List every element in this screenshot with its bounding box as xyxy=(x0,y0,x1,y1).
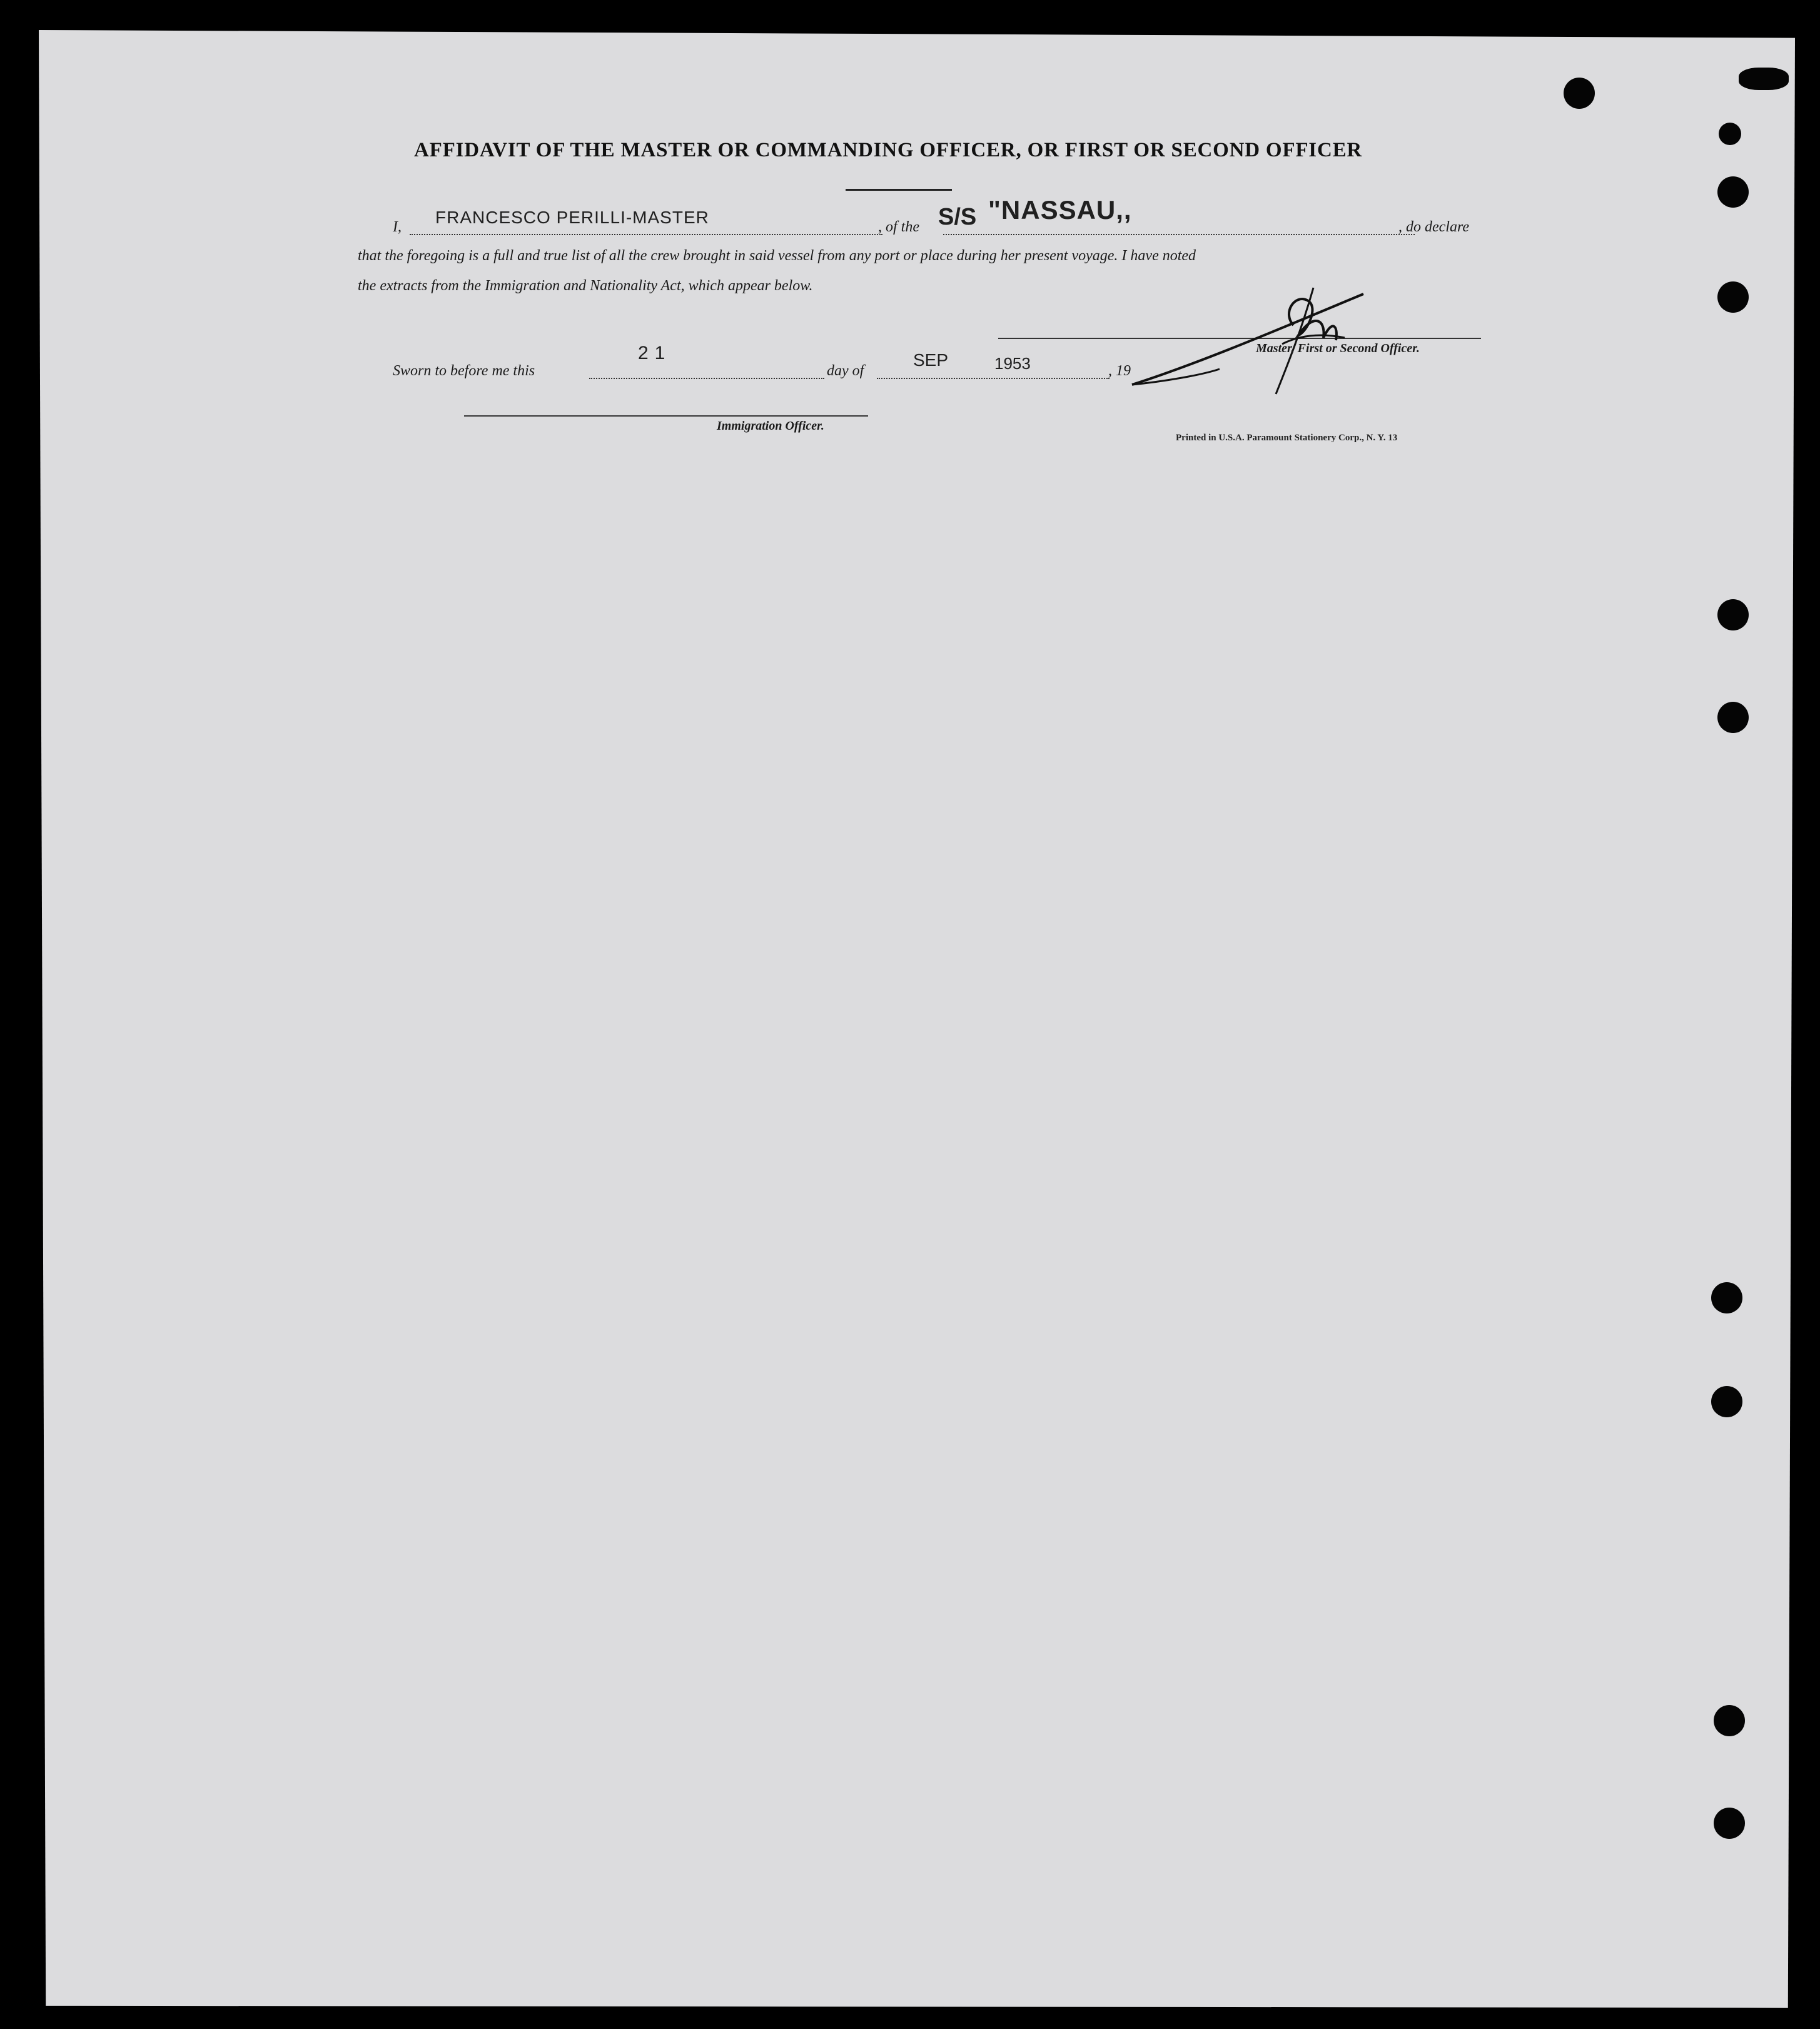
printer-note: Printed in U.S.A. Paramount Stationery Corp., N. Y. 13 xyxy=(1176,433,1398,443)
punch-hole xyxy=(1739,68,1789,90)
immigration-officer-line xyxy=(464,415,868,417)
punch-hole xyxy=(1711,1386,1742,1417)
master-name-line xyxy=(410,234,882,235)
prefix-i: I, xyxy=(393,219,402,235)
punch-hole xyxy=(1717,176,1749,208)
master-signature xyxy=(1126,275,1388,400)
day-of-label: day of xyxy=(827,363,864,379)
punch-hole xyxy=(1714,1808,1745,1839)
declaration-line-1: that the foregoing is a full and true list of all the crew brought in said vessel from any port or place during her present voyage. I have noted xyxy=(358,248,1196,264)
punch-hole xyxy=(1719,123,1741,145)
punch-hole xyxy=(1717,702,1749,733)
punch-hole xyxy=(1717,281,1749,313)
punch-hole xyxy=(1564,78,1595,109)
vessel-name-value: "NASSAU,, xyxy=(988,195,1132,225)
vessel-line xyxy=(943,234,1415,235)
title-underline xyxy=(846,189,952,191)
punch-hole xyxy=(1711,1282,1742,1313)
sworn-label: Sworn to before me this xyxy=(393,363,535,379)
immigration-officer-caption: Immigration Officer. xyxy=(717,419,824,433)
declaration-line-2: the extracts from the Immigration and Nationality Act, which appear below. xyxy=(358,278,813,294)
month-value: SEP xyxy=(913,350,949,370)
day-value: 21 xyxy=(638,343,672,363)
vessel-prefix-value: S/S xyxy=(938,204,977,230)
year-value: 1953 xyxy=(994,354,1031,373)
year-prefix-label: , 19 xyxy=(1108,363,1131,379)
of-the-label: , of the xyxy=(878,219,919,235)
signature-caption: Master, First or Second Officer. xyxy=(1256,342,1420,355)
do-declare-label: , do declare xyxy=(1398,219,1470,235)
document-page xyxy=(39,30,1795,2008)
punch-hole xyxy=(1714,1705,1745,1736)
month-line xyxy=(877,378,1110,379)
master-name-value: FRANCESCO PERILLI-MASTER xyxy=(435,208,709,227)
day-line xyxy=(589,378,824,379)
punch-hole xyxy=(1717,599,1749,630)
affidavit-title: AFFIDAVIT OF THE MASTER OR COMMANDING OFFICER, OR FIRST OR SECOND OFFICER xyxy=(414,139,1363,161)
